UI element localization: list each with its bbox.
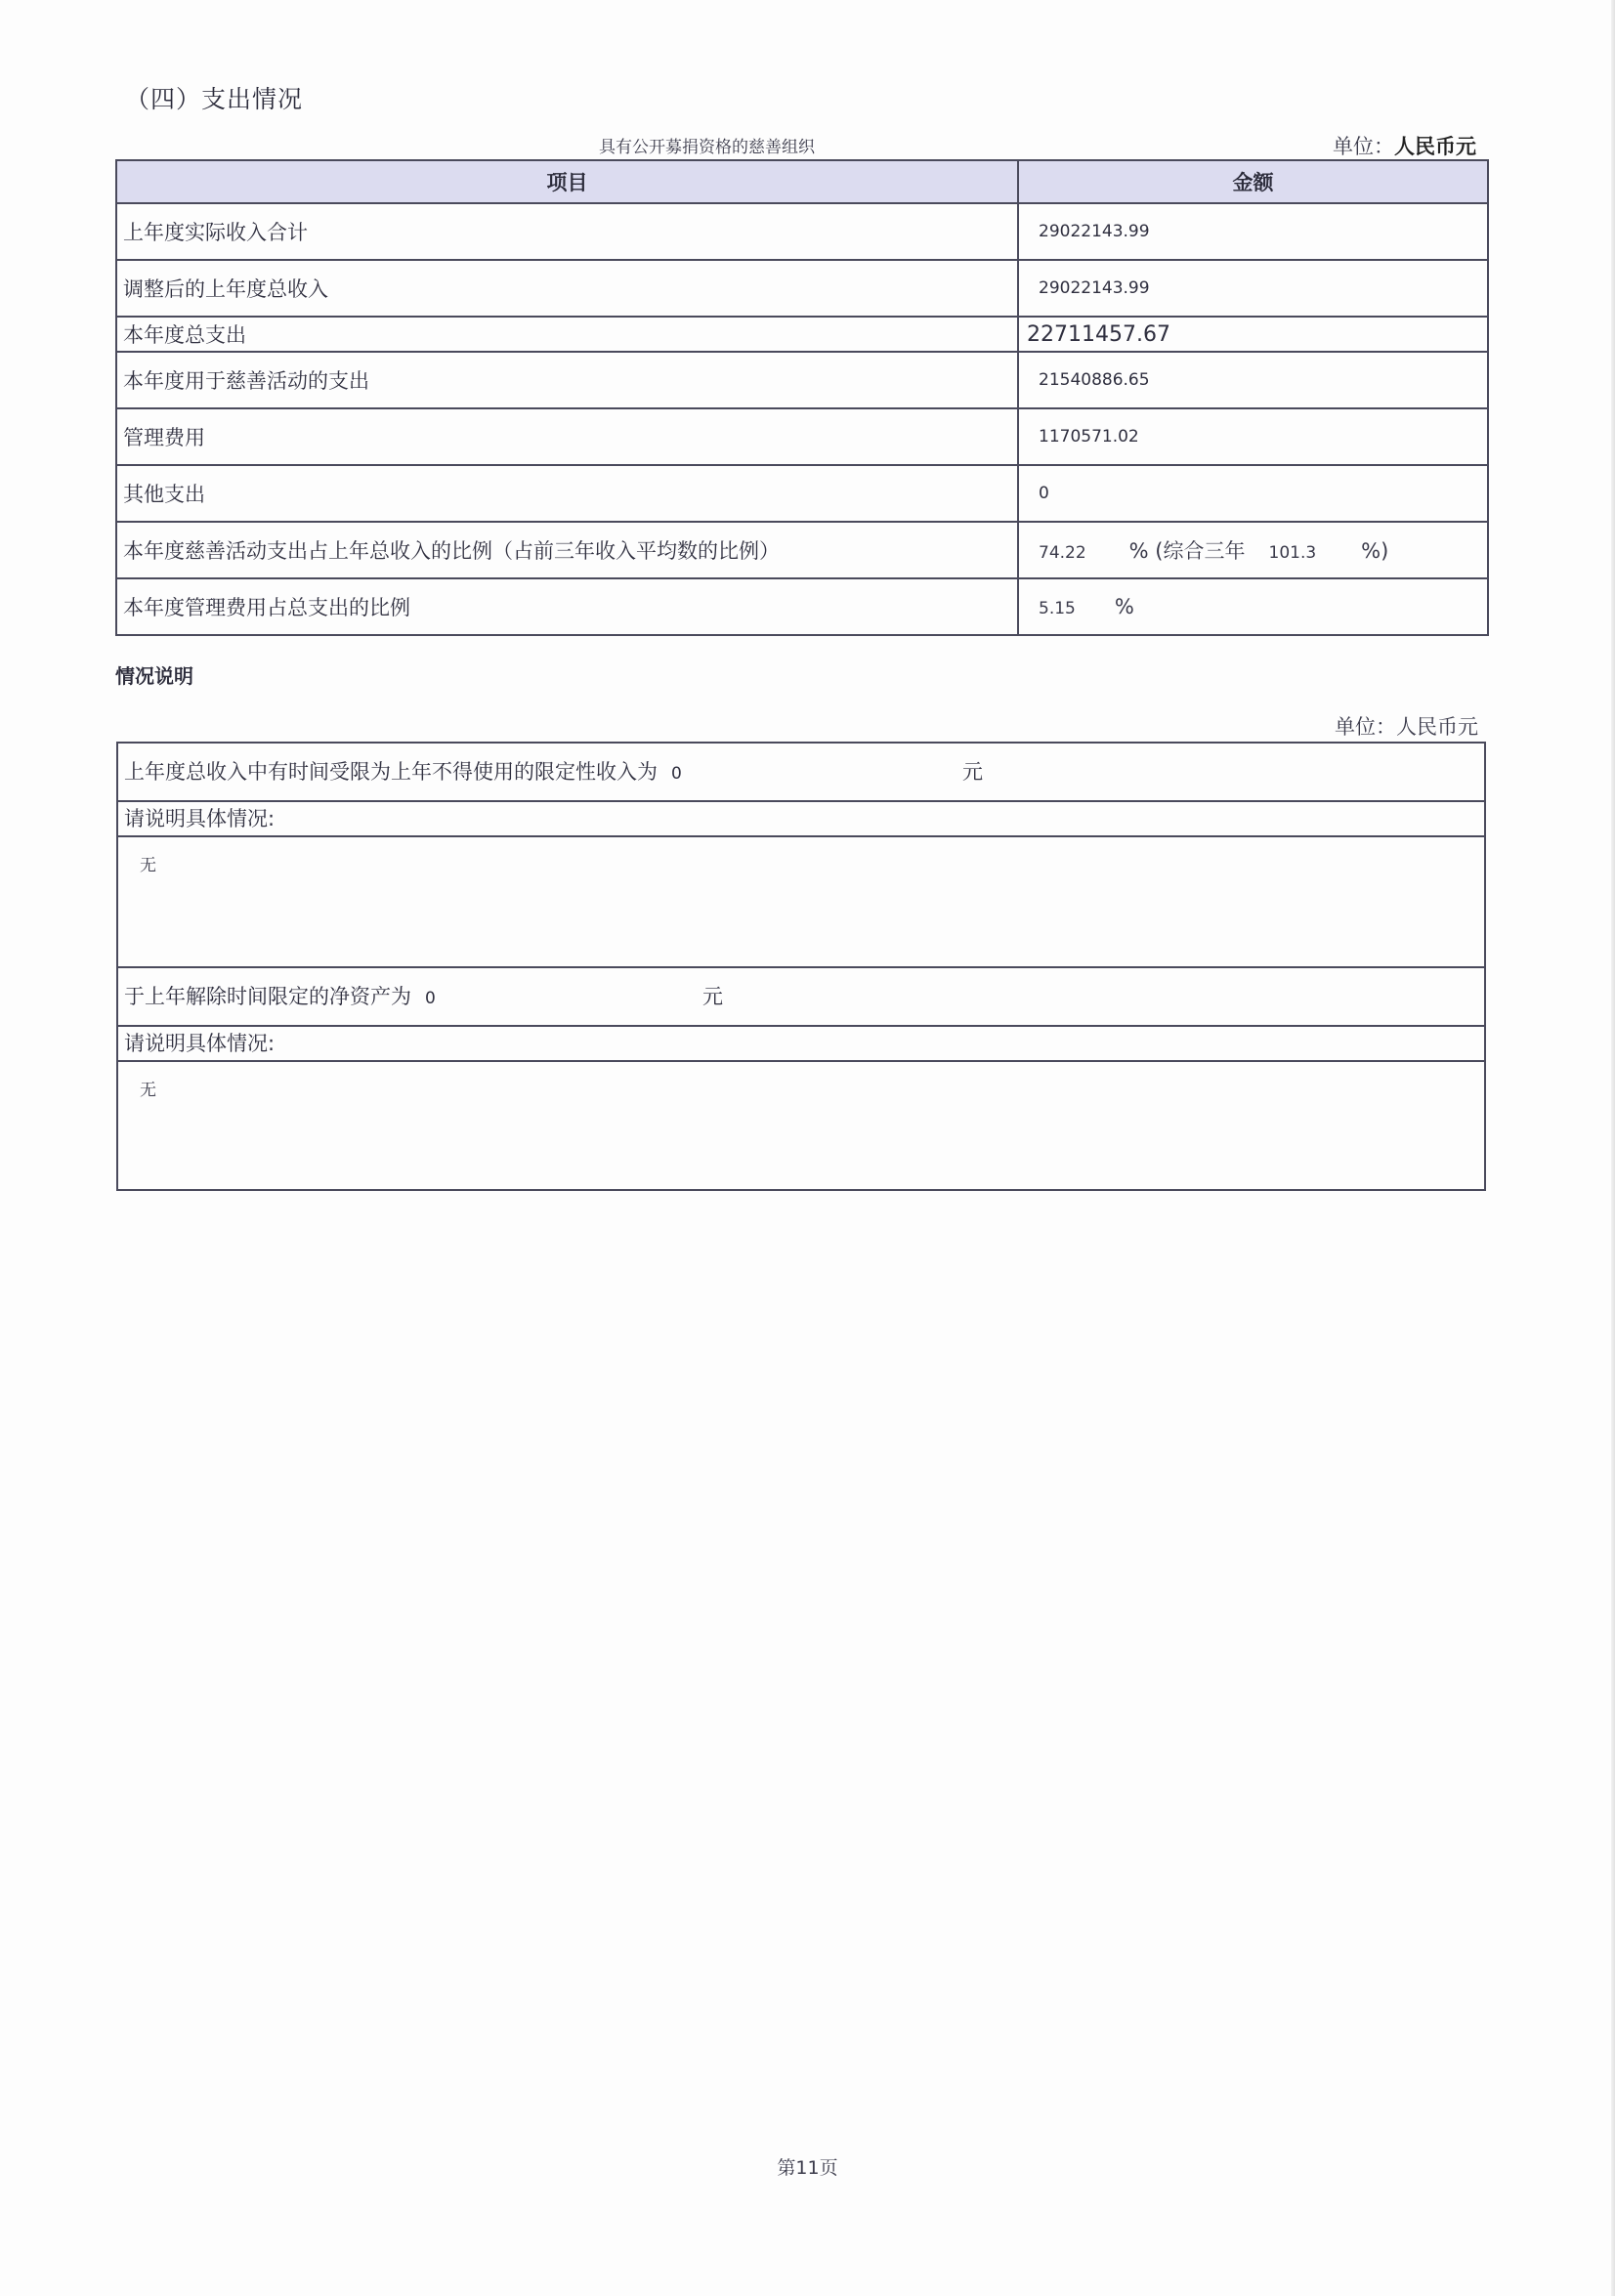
row-label: 其他支出 (116, 465, 1018, 522)
mgmt-ratio-amount (1018, 578, 1488, 635)
notes-unit-label: 单位：人民币元 (1335, 715, 1478, 739)
restricted-income-value: 0 (671, 764, 682, 784)
released-assets-value: 0 (425, 989, 436, 1008)
expense-unit-label (1333, 131, 1476, 160)
ratio-amount (1018, 522, 1488, 578)
header-item: 项目 (116, 160, 1018, 203)
released-assets-unit: 元 (702, 985, 723, 1008)
table-row (116, 203, 1488, 260)
table-caption: 具有公开募捐资格的慈善组织 (599, 138, 815, 157)
table-row (116, 408, 1488, 465)
row-label: 本年度用于慈善活动的支出 (116, 352, 1018, 408)
row-amount: 22711457.67 (1018, 317, 1488, 352)
restricted-income-row (118, 744, 1484, 802)
scan-edge (1611, 0, 1615, 2296)
restricted-income-unit: 元 (962, 760, 983, 784)
mgmt-ratio-value: 5.15 (1039, 599, 1076, 618)
row-amount: 1170571.02 (1018, 408, 1488, 465)
table-row (116, 352, 1488, 408)
detail-text-2: 无 (140, 1081, 156, 1100)
page-number: 第11页 (777, 2157, 838, 2179)
expense-table (115, 159, 1489, 636)
row-amount: 29022143.99 (1018, 203, 1488, 260)
released-assets-row (118, 968, 1484, 1027)
table-row (116, 260, 1488, 317)
row-label: 本年度总支出 (116, 317, 1018, 352)
notes-title: 情况说明 (115, 664, 193, 688)
ratio-value: 74.22 (1039, 543, 1086, 563)
mgmt-ratio-row (116, 578, 1488, 635)
detail-text-area-1 (118, 837, 1484, 968)
detail-prompt-row-1 (118, 802, 1484, 837)
detail-text-area-2 (118, 1062, 1484, 1193)
row-label: 上年度实际收入合计 (116, 203, 1018, 260)
table-header-row (116, 160, 1488, 203)
section-title: （四）支出情况 (125, 85, 304, 113)
table-row (116, 465, 1488, 522)
ratio-row (116, 522, 1488, 578)
row-amount: 21540886.65 (1018, 352, 1488, 408)
detail-prompt-1: 请说明具体情况: (124, 807, 276, 830)
restricted-income-label: 上年度总收入中有时间受限为上年不得使用的限定性收入为 (124, 760, 658, 784)
detail-text-1: 无 (140, 856, 156, 875)
ratio-label: 本年度慈善活动支出占上年总收入的比例（占前三年收入平均数的比例） (116, 522, 1018, 578)
row-label: 管理费用 (116, 408, 1018, 465)
header-amount: 金额 (1018, 160, 1488, 203)
mgmt-ratio-label: 本年度管理费用占总支出的比例 (116, 578, 1018, 635)
unit-prefix: 单位： (1333, 135, 1394, 158)
released-assets-label: 于上年解除时间限定的净资产为 (124, 985, 411, 1008)
row-amount: 29022143.99 (1018, 260, 1488, 317)
detail-prompt-row-2 (118, 1027, 1484, 1062)
unit-value: 人民币元 (1394, 135, 1476, 158)
row-label: 调整后的上年度总收入 (116, 260, 1018, 317)
three-year-value: 101.3 (1268, 543, 1317, 563)
notes-box (116, 742, 1486, 1191)
detail-prompt-2: 请说明具体情况: (124, 1032, 276, 1055)
table-row (116, 317, 1488, 352)
ratio-end-text: %) (1361, 539, 1389, 563)
ratio-mid-text: % (综合三年 (1128, 539, 1246, 563)
row-amount: 0 (1018, 465, 1488, 522)
mgmt-ratio-pct: % (1114, 595, 1134, 618)
